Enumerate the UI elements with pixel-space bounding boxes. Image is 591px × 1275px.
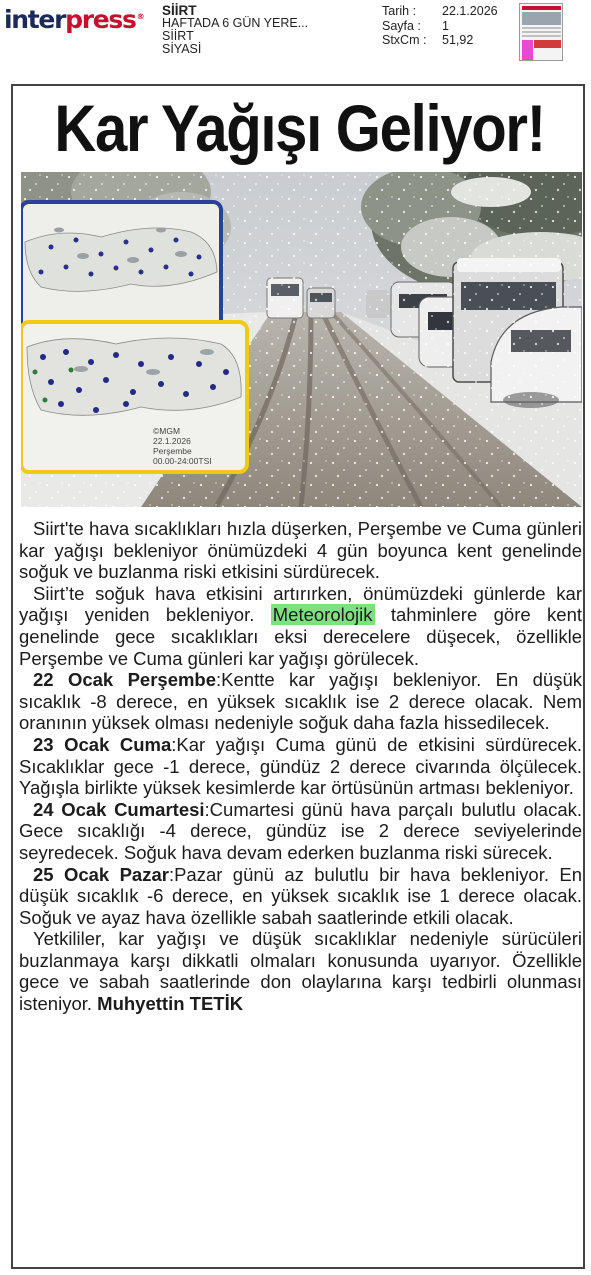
map-caption-line1: ©MGM [153, 426, 181, 436]
meta-date-value: 22.1.2026 [442, 4, 498, 18]
meta-size-row [382, 33, 498, 48]
meta-date-label: Tarih : [382, 4, 417, 18]
author-name: Muhyettin TETİK [97, 993, 244, 1015]
map-caption-line4: 00.00-24:00TSI [153, 456, 212, 466]
publication-category: SİYASİ [162, 42, 202, 56]
weather-map-upper [21, 202, 221, 332]
publication-name: SİİRT [162, 3, 197, 18]
forecast-day-1-label: 22 Ocak Perşembe [33, 669, 217, 691]
meta-page-value: 1 [442, 18, 449, 33]
snowy-road-photo [21, 172, 582, 507]
forecast-day-2-text: :Kar yağışı Cuma günü de etkisini sürdürecek. Sıcaklıklar gece -1 derece, gündüz 2 derece civarında ölçülecek. Yağışla birlikte yüksek kesimlerde kar örtüsünün artması bekleniyor. [19, 733, 582, 799]
article-intro: Siirt'te hava sıcaklıkları hızla düşerken, Perşembe ve Cuma günleri kar yağışı bekleniyor önümüzdeki 4 gün boyunca kent genelinde soğuk ve buzlanma riski etkisini sürdürecek. [19, 518, 582, 583]
meta-size-label: StxCm : [382, 33, 427, 47]
forecast-day-1 [19, 669, 582, 734]
page-thumbnail[interactable] [519, 3, 563, 61]
interpress-logo [4, 5, 143, 34]
forecast-day-4-label: 25 Ocak Pazar [33, 863, 169, 885]
clipping-meta [382, 4, 498, 48]
clipping-header [0, 0, 591, 84]
publication-info [162, 4, 308, 56]
map-caption-line2: 22.1.2026 [153, 436, 191, 446]
meta-size-value: 51,92 [442, 33, 474, 47]
logo-registered-mark: ® [136, 11, 144, 21]
logo-part-inter: inter [4, 5, 66, 34]
meta-page-row [382, 19, 498, 34]
publication-city: SİİRT [162, 29, 194, 43]
forecast-day-1-text: :Kentte kar yağışı bekleniyor. En düşük sıcaklık -8 derece, en yüksek sıcaklık ise 2 derece olacak. Nem oranının yüksek olması nedeniyle soğuk daha fazla hissedilecek. [19, 669, 583, 734]
meta-date-row [382, 4, 498, 19]
highlighted-keyword: Meteorolojik [272, 604, 373, 626]
news-clipping [11, 84, 585, 1269]
headline: Kar Yağışı Geliyor! [54, 91, 545, 165]
forecast-day-3-label: 24 Ocak Cumartesi [33, 798, 205, 820]
article-closing [19, 928, 582, 1014]
p2-text-after: tahminlere göre kent genelinde gece sıcaklıkları eksi derecelere düşecek, özellikle Perşembe ve Cuma günleri kar yağışı görülecek. [19, 604, 583, 669]
forecast-day-4 [19, 864, 582, 929]
weather-map-lower [21, 322, 247, 472]
clipping-location-marker [522, 40, 533, 60]
forecast-day-3-text: :Cumartesi günü hava parçalı bulutlu olacak. Gece sıcaklığı -4 derece, gündüz ise 2 derece seviyelerinde seyredecek. Soğuk hava devam ederken buzlanma riski sürecek. [19, 798, 582, 863]
article-paragraph-2 [19, 583, 582, 669]
map-caption-line3: Perşembe [153, 446, 192, 456]
p2-text-before: Siirt’te soğuk hava etkisini artırırken, önümüzdeki günlerde kar yağışı yeniden bekleniyor. [19, 582, 582, 626]
publication-title: HAFTADA 6 GÜN YERE... [162, 16, 309, 30]
closing-text: Yetkililer, kar yağışı ve düşük sıcaklıklar nedeniyle sürücüleri buzlanmaya karşı dikkatli olmaları konusunda uyarıyor. Özellikle gece ve sabah saatlerinde don olaylarına karşı tedbirli olunması isteniyor. [19, 928, 582, 1015]
forecast-day-4-text: :Pazar günü az bulutlu bir hava bekleniyor. En düşük sıcaklık -6 derece, en yüksek sıcaklık ise 1 derece olacak. Soğuk ve ayaz hava özellikle sabah saatlerinde etkili olacak. [19, 863, 582, 928]
forecast-day-3 [19, 799, 582, 864]
logo-part-press: press [65, 5, 136, 34]
forecast-day-2-label: 23 Ocak Cuma [33, 733, 172, 755]
forecast-day-2 [19, 734, 582, 799]
meta-page-label: Sayfa : [382, 18, 421, 33]
article-body [19, 518, 582, 1015]
